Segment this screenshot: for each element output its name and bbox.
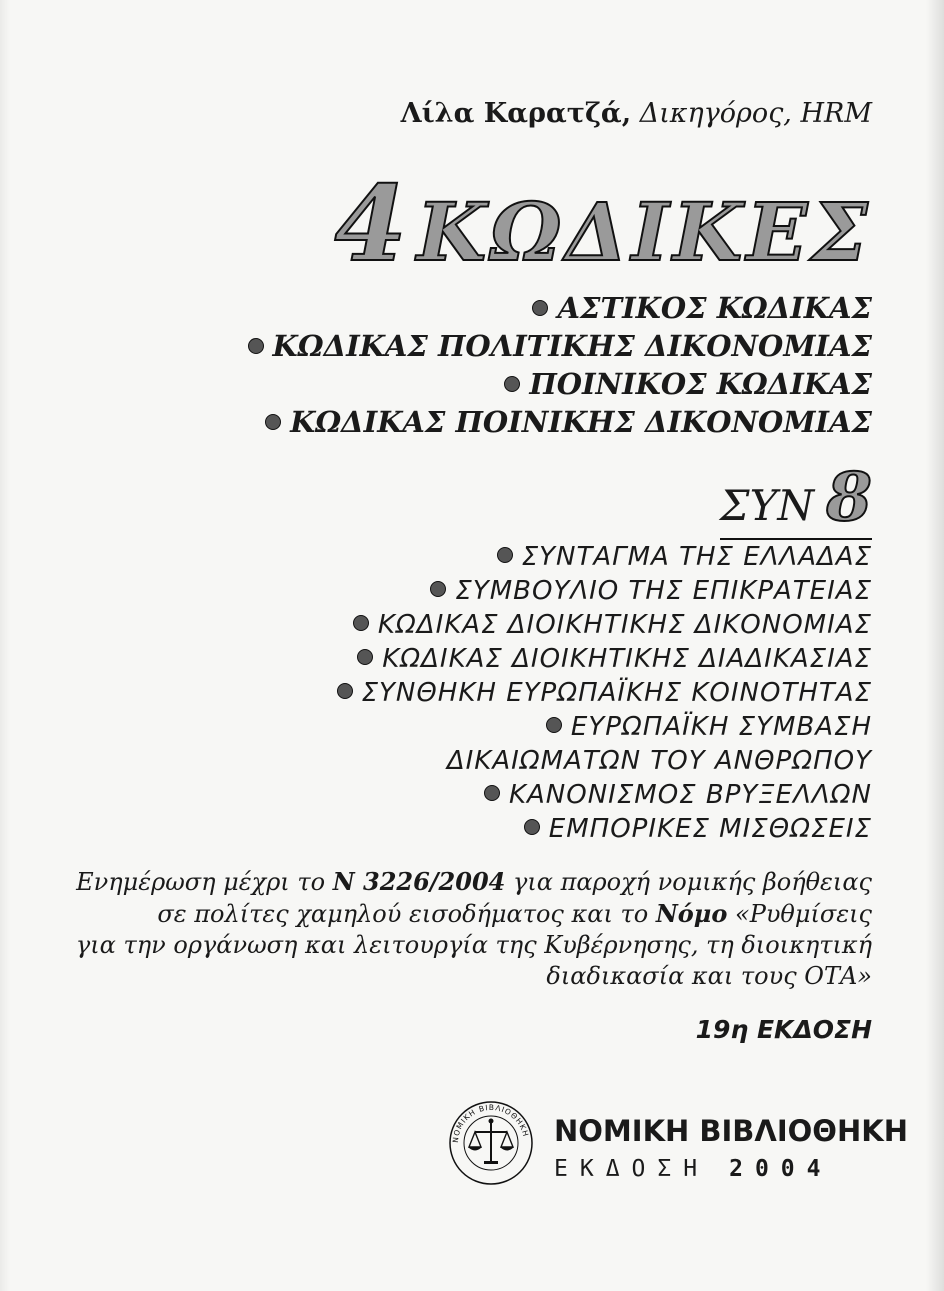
bullet-icon [532,300,548,316]
author-role: Δικηγόρος, HRM [639,98,872,129]
bullet-icon [546,717,562,733]
extra-label: ΣΥΜΒΟΥΛΙΟ ΤΗΣ ΕΠΙΚΡΑΤΕΙΑΣ [455,576,872,606]
law-word: Νόμο [655,899,728,928]
list-item [248,365,872,403]
list-item [248,327,872,365]
update-line: διαδικασία και τους ΟΤΑ» [546,962,872,990]
publisher-year: 2004 [729,1156,833,1182]
list-item [337,574,872,608]
main-code-label: ΑΣΤΙΚΟΣ ΚΩΔΙΚΑΣ [557,291,872,325]
extra-label: ΣΥΝΘΗΚΗ ΕΥΡΩΠΑΪΚΗΣ ΚΟΙΝΟΤΗΤΑΣ [361,678,872,708]
left-edge-shadow [0,0,10,1291]
publisher-logo-icon [448,1100,534,1186]
extra-label: ΕΥΡΩΠΑΪΚΗ ΣΥΜΒΑΣΗ [570,712,872,742]
bullet-icon [484,785,500,801]
main-code-label: ΚΩΔΙΚΑΣ ΠΟΙΝΙΚΗΣ ΔΙΚΟΝΟΜΙΑΣ [290,405,872,439]
extra-label: ΚΩΔΙΚΑΣ ΔΙΟΙΚΗΤΙΚΗΣ ΔΙΚΟΝΟΜΙΑΣ [377,610,872,640]
author-line [401,98,872,129]
bullet-icon [524,819,540,835]
edition-label: 19η ΕΚΔΟΣΗ [695,1015,872,1044]
bullet-icon [497,547,513,563]
right-edge-shadow [926,0,944,1291]
extra-label: ΔΙΚΑΙΩΜΑΤΩΝ ΤΟΥ ΑΝΘΡΩΠΟΥ [446,746,872,776]
extra-label: ΚΩΔΙΚΑΣ ΔΙΟΙΚΗΤΙΚΗΣ ΔΙΑΔΙΚΑΣΙΑΣ [382,644,872,674]
title-number: 4 [334,162,407,285]
bullet-icon [353,615,369,631]
bullet-icon [357,649,373,665]
list-item [248,289,872,327]
law-number: Ν 3226/2004 [332,867,506,896]
update-line [76,898,872,930]
bullet-icon [430,581,446,597]
bullet-icon [265,414,281,430]
author-name: Λίλα Καρατζά, [400,98,632,129]
list-item [337,676,872,710]
list-item [337,642,872,676]
bullet-icon [504,376,520,392]
update-text: «Ρυθμίσεις [727,900,872,928]
extra-label: ΣΥΝΤΑΓΜΑ ΤΗΣ ΕΛΛΑΔΑΣ [521,542,872,572]
syn-number: 8 [826,458,872,536]
extras-list [337,540,872,846]
update-line: για την οργάνωση και λειτουργία της Κυβέρνησης, τη διοικητική [75,931,872,959]
update-text: σε πολίτες χαμηλού εισοδήματος και το [157,900,656,928]
publisher-block [448,1100,908,1190]
update-text: Ενημέρωση μέχρι το [76,868,333,896]
main-code-label: ΚΩΔΙΚΑΣ ΠΟΛΙΤΙΚΗΣ ΔΙΚΟΝΟΜΙΑΣ [272,329,872,363]
main-codes-list [248,289,872,441]
bullet-icon [248,338,264,354]
extra-label: ΚΑΝΟΝΙΣΜΟΣ ΒΡΥΞΕΛΛΩΝ [508,780,872,810]
list-item [337,710,872,744]
list-item [337,778,872,812]
book-title [334,162,872,285]
bullet-icon [337,683,353,699]
title-word: ΚΩΔΙΚΕΣ [416,185,872,279]
main-code-label: ΠΟΙΝΙΚΟΣ ΚΩΔΙΚΑΣ [529,367,872,401]
list-item [337,540,872,574]
update-line [76,866,872,898]
publisher-edition-year [554,1156,832,1182]
list-item [337,812,872,846]
extra-label: ΕΜΠΟΡΙΚΕΣ ΜΙΣΘΩΣΕΙΣ [548,814,872,844]
list-item [337,608,872,642]
update-text: για παροχή νομικής βοήθειας [505,868,872,896]
syn-heading [720,458,872,540]
syn-word: ΣΥΝ [719,481,815,530]
publisher-name: ΝΟΜΙΚΗ ΒΙΒΛΙΟΘΗΚΗ [554,1114,908,1148]
list-item [248,403,872,441]
publisher-edition-word: ΕΚΔΟΣΗ [554,1156,710,1182]
list-item-continuation [337,744,872,778]
update-note [76,866,872,992]
logo-ring-text: ΝΟΜΙΚΗ ΒΙΒΛΙΟΘΗΚΗ [450,1102,531,1144]
